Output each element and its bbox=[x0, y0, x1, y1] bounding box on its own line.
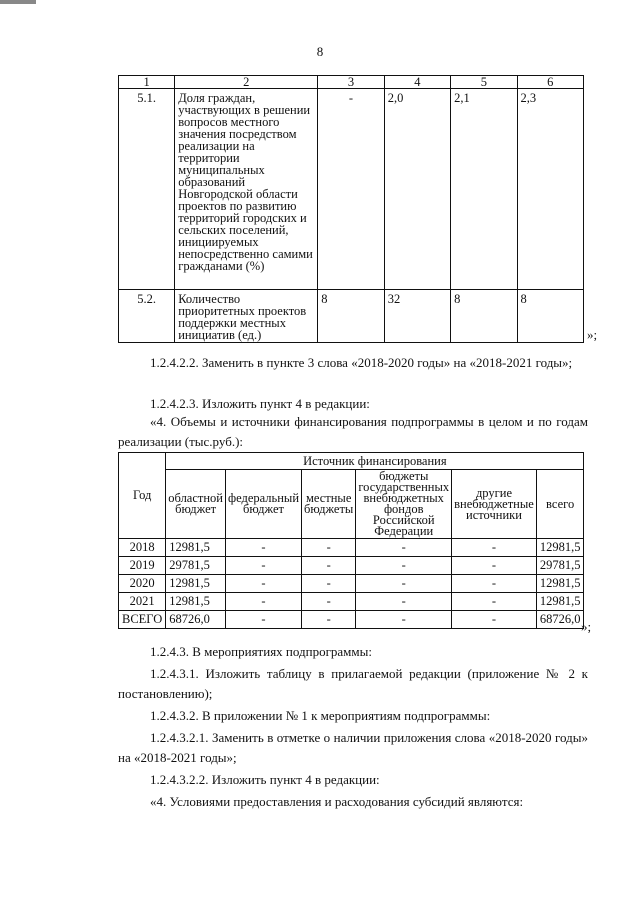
value-cell: - bbox=[302, 575, 356, 593]
header-cell: 1 bbox=[119, 76, 175, 89]
header-cell: 2 bbox=[175, 76, 318, 89]
row-value: 8 bbox=[517, 290, 583, 343]
value-cell: 12981,5 bbox=[536, 593, 584, 611]
row-value: 2,3 bbox=[517, 89, 583, 290]
row-description: Количество приоритетных проектов поддержки местных инициатив (ед.) bbox=[175, 290, 318, 343]
header-cell: 3 bbox=[318, 76, 384, 89]
value-cell: - bbox=[452, 557, 537, 575]
value-cell: 68726,0 bbox=[536, 611, 584, 629]
value-cell: 12981,5 bbox=[166, 575, 226, 593]
table-closing-quote: »; bbox=[581, 619, 592, 634]
year-header: Год bbox=[119, 453, 166, 539]
sub-header: всего bbox=[536, 470, 584, 539]
paragraph: 1.2.4.3.2. В приложении № 1 к мероприятиям подпрограммы: bbox=[150, 708, 491, 723]
value-cell: - bbox=[356, 557, 452, 575]
table-row bbox=[119, 89, 584, 290]
value-cell: 12981,5 bbox=[536, 575, 584, 593]
value-cell: - bbox=[302, 611, 356, 629]
table-row bbox=[119, 575, 584, 593]
value-cell: - bbox=[452, 593, 537, 611]
value-cell: 12981,5 bbox=[536, 539, 584, 557]
year-cell: 2019 bbox=[119, 557, 166, 575]
financing-table bbox=[118, 452, 584, 629]
value-cell: - bbox=[226, 611, 302, 629]
corner-mark bbox=[0, 0, 36, 4]
value-cell: - bbox=[226, 539, 302, 557]
value-cell: - bbox=[226, 593, 302, 611]
paragraph: 1.2.4.2.2. Заменить в пункте 3 слова «2018-2020 годы» на «2018-2021 годы»; bbox=[150, 355, 573, 370]
year-cell: 2018 bbox=[119, 539, 166, 557]
table-row bbox=[119, 557, 584, 575]
value-cell: 29781,5 bbox=[536, 557, 584, 575]
sub-header: местные бюджеты bbox=[302, 470, 356, 539]
value-cell: - bbox=[302, 539, 356, 557]
year-cell: 2020 bbox=[119, 575, 166, 593]
paragraph: 1.2.4.3.2.2. Изложить пункт 4 в редакции: bbox=[150, 772, 380, 787]
paragraph: 1.2.4.3. В мероприятиях подпрограммы: bbox=[150, 644, 372, 659]
paragraph: 1.2.4.2.3. Изложить пункт 4 в редакции: bbox=[150, 396, 370, 411]
sub-header: федеральный бюджет bbox=[226, 470, 302, 539]
value-cell: - bbox=[226, 557, 302, 575]
header-cell: 6 bbox=[517, 76, 583, 89]
row-value: 32 bbox=[384, 290, 450, 343]
header-cell: 5 bbox=[451, 76, 517, 89]
row-value: 2,0 bbox=[384, 89, 450, 290]
value-cell: - bbox=[452, 611, 537, 629]
year-cell: ВСЕГО bbox=[119, 611, 166, 629]
paragraph: «4. Объемы и источники финансирования подпрограммы в целом и по годам реализации (тыс.руб.): bbox=[118, 414, 588, 449]
header-cell: 4 bbox=[384, 76, 450, 89]
table-row bbox=[119, 593, 584, 611]
row-number: 5.2. bbox=[119, 290, 175, 343]
row-number: 5.1. bbox=[119, 89, 175, 290]
row-value: 8 bbox=[451, 290, 517, 343]
value-cell: 12981,5 bbox=[166, 539, 226, 557]
value-cell: - bbox=[356, 593, 452, 611]
value-cell: 12981,5 bbox=[166, 593, 226, 611]
paragraph: 1.2.4.3.1. Изложить таблицу в прилагаемой редакции (приложение № 2 к постановлению); bbox=[118, 666, 588, 701]
table-row bbox=[119, 290, 584, 343]
value-cell: - bbox=[356, 539, 452, 557]
page-number: 8 bbox=[316, 44, 324, 59]
year-cell: 2021 bbox=[119, 593, 166, 611]
table-row bbox=[119, 611, 584, 629]
indicators-table bbox=[118, 75, 584, 343]
sub-header: другие внебюджетные источники bbox=[452, 470, 537, 539]
value-cell: - bbox=[226, 575, 302, 593]
value-cell: 29781,5 bbox=[166, 557, 226, 575]
row-value: 8 bbox=[318, 290, 384, 343]
source-header: Источник финансирования bbox=[166, 453, 584, 470]
row-description: Доля граждан, участвующих в решении вопросов местного значения посредством реализации на территории муниципальных образований Новгородской области проектов по развитию территорий городских и сельских поселений, инициируемых непосредственно самими гражданами (%) bbox=[175, 89, 318, 290]
value-cell: - bbox=[356, 611, 452, 629]
paragraph: «4. Условиями предоставления и расходования субсидий являются: bbox=[150, 794, 524, 809]
value-cell: 68726,0 bbox=[166, 611, 226, 629]
value-cell: - bbox=[356, 575, 452, 593]
row-value: - bbox=[318, 89, 384, 290]
table-closing-quote: »; bbox=[587, 327, 598, 342]
value-cell: - bbox=[302, 557, 356, 575]
value-cell: - bbox=[452, 539, 537, 557]
value-cell: - bbox=[302, 593, 356, 611]
row-value: 2,1 bbox=[451, 89, 517, 290]
sub-header: областной бюджет bbox=[166, 470, 226, 539]
sub-header: бюджеты государственных внебюджетных фондов Российской Федерации bbox=[356, 470, 452, 539]
paragraph: 1.2.4.3.2.1. Заменить в отметке о наличии приложения слова «2018-2020 годы» на «2018-2021 годы»; bbox=[118, 730, 588, 765]
table-header-row bbox=[119, 76, 584, 89]
table-row bbox=[119, 539, 584, 557]
value-cell: - bbox=[452, 575, 537, 593]
